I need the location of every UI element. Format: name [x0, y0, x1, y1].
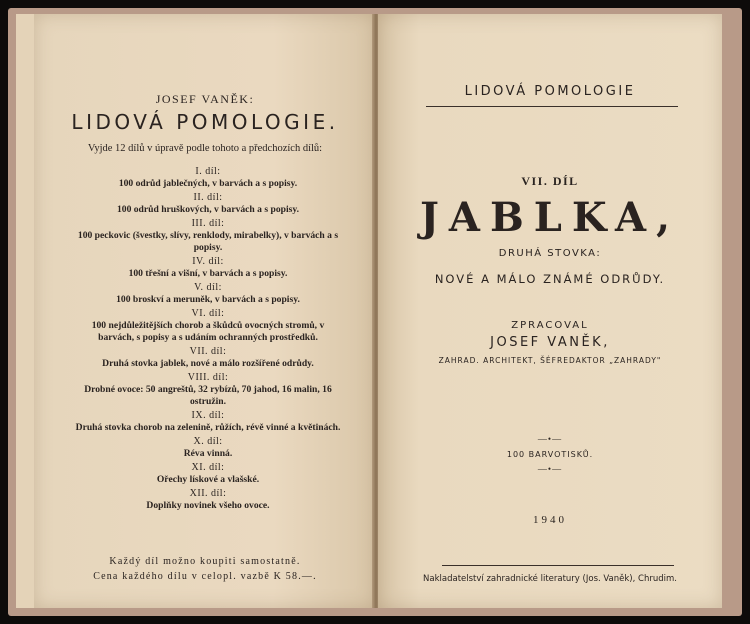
right-page — [378, 14, 722, 608]
volume-list — [74, 164, 342, 512]
volume-number: V. díl: — [194, 282, 222, 293]
left-author: JOSEF VANĚK: — [155, 92, 255, 106]
volume-number: VI. díl: — [191, 308, 225, 319]
volume-number: II. díl: — [193, 192, 223, 203]
left-page — [34, 14, 376, 608]
footer-line-2: Cena každého dílu v celopl. vazbě K 58.—. — [93, 571, 317, 582]
plates-count: 100 BARVOTISKŮ. — [506, 450, 594, 459]
volume-description: Drobné ovoce: 50 angreštů, 32 rybízů, 70 jahod, 16 malin, 16 ostružin. — [84, 384, 332, 407]
subtitle-2: NOVÉ A MÁLO ZNÁMÉ ODRŮDY. — [434, 272, 666, 286]
volume-number: I. díl: — [195, 166, 221, 177]
left-footer — [34, 554, 376, 584]
volume-number: X. díl: — [193, 436, 223, 447]
dash-ornament-2: —•— — [537, 464, 563, 474]
volume-number: IV. díl: — [192, 256, 224, 267]
volume-description: 100 broskví a meruněk, v barvách a s popisy. — [116, 294, 300, 305]
volume-number: VIII. díl: — [187, 372, 229, 383]
volume-number: XI. díl: — [191, 462, 225, 473]
page-edge-strip — [16, 14, 35, 608]
author-name: JOSEF VANĚK, — [490, 335, 610, 350]
volume-description: Doplňky novinek všeho ovoce. — [146, 500, 270, 511]
footer-line-1: Každý díl možno koupiti samostatně. — [109, 556, 301, 567]
volume-description: 100 odrůd hruškových, v barvách a s popisy. — [116, 204, 300, 215]
series-title: LIDOVÁ POMOLOGIE — [464, 84, 636, 99]
volume-number: VII. díl: — [189, 346, 227, 357]
main-title: JABLKA, — [420, 194, 680, 241]
left-intro: Vyjde 12 dílů v úpravě podle tohoto a předchozích dílů: — [87, 143, 323, 154]
volume-description: 100 nejdůležitějších chorob a škůdců ovocných stromů, v barvách, s popisy a s udáním ochranných prostředků. — [91, 320, 325, 343]
volume-description: Réva vinná. — [183, 448, 233, 459]
prepared-by: ZPRACOVAL — [511, 320, 589, 331]
left-title: LIDOVÁ POMOLOGIE. — [71, 110, 339, 134]
bottom-rule — [442, 565, 674, 566]
volume-description: Druhá stovka chorob na zelenině, růžích, révě vinné a květinách. — [75, 422, 341, 433]
publisher: Nakladatelství zahradnické literatury (Jos. Vaněk), Chrudim. — [423, 574, 677, 584]
volume-description: Ořechy lískové a vlašské. — [156, 474, 260, 485]
volume-number: IX. díl: — [191, 410, 225, 421]
top-rule — [426, 106, 678, 107]
volume-description: Druhá stovka jablek, nové a málo rozšířené odrůdy. — [102, 358, 314, 369]
subtitle-1: DRUHÁ STOVKA: — [498, 248, 602, 259]
volume-description: 100 odrůd jablečných, v barvách a s popisy. — [118, 178, 298, 189]
volume-number: XII. díl: — [189, 488, 227, 499]
author-role: ZAHRAD. ARCHITEKT, ŠÉFREDAKTOR „ZAHRADY" — [438, 356, 662, 365]
volume-description: 100 peckovic (švestky, slívy, renklody, mirabelky), v barvách a s popisy. — [77, 230, 339, 253]
publication-year: 1940 — [533, 514, 567, 526]
part-number: VII. DÍL — [521, 174, 579, 188]
dash-ornament-1: —•— — [537, 434, 563, 444]
volume-number: III. díl: — [191, 218, 225, 229]
volume-description: 100 třešní a višní, v barvách a s popisy. — [128, 268, 288, 279]
